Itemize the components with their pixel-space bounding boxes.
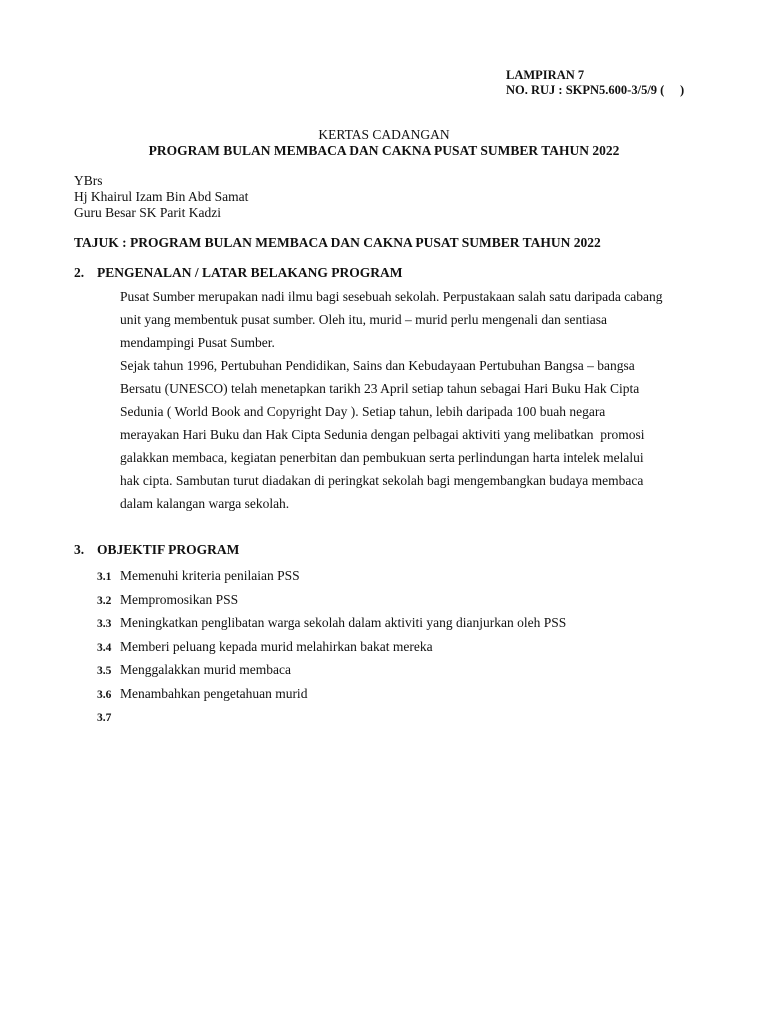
objective-text: Menggalakkan murid membaca (120, 662, 291, 677)
recipient-address (74, 173, 248, 221)
recipient-position: Guru Besar SK Parit Kadzi (74, 205, 221, 220)
paragraph-line: dalam kalangan warga sekolah. (120, 496, 290, 511)
document-type-title: KERTAS CADANGAN (318, 127, 450, 142)
section-2-heading (74, 265, 403, 281)
objective-text: Menambahkan pengetahuan murid (120, 685, 308, 701)
list-item (97, 682, 566, 706)
paragraph-line: mendampingi Pusat Sumber. (120, 335, 275, 350)
program-title: PROGRAM BULAN MEMBACA DAN CAKNA PUSAT SUMBER TAHUN 2022 (148, 143, 620, 158)
subject-line: TAJUK : PROGRAM BULAN MEMBACA DAN CAKNA PUSAT SUMBER TAHUN 2022 (74, 235, 601, 250)
list-item (97, 705, 566, 729)
objective-text: Memberi peluang kepada murid melahirkan bakat mereka (120, 638, 433, 654)
section-3-title: OBJEKTIF PROGRAM (97, 542, 240, 557)
intro-paragraph-2 (120, 354, 700, 515)
objective-text: Memenuhi kriteria penilaian PSS (120, 568, 300, 583)
lampiran-label: LAMPIRAN 7 (506, 68, 585, 82)
objective-number: 3.4 (97, 641, 112, 654)
section-2-number: 2. (74, 265, 85, 280)
recipient-salutation: YBrs (74, 173, 103, 188)
list-item (97, 658, 566, 682)
section-2-title: PENGENALAN / LATAR BELAKANG PROGRAM (97, 265, 403, 280)
objective-text: Meningkatkan penglibatan warga sekolah dalam aktiviti yang dianjurkan oleh PSS (120, 615, 567, 630)
paragraph-line: Sedunia ( World Book and Copyright Day ). Setiap tahun, lebih daripada 100 buah negara (120, 404, 606, 419)
section-3-number: 3. (74, 542, 85, 557)
list-item (97, 588, 566, 612)
objective-number: 3.1 (97, 571, 112, 583)
paragraph-line: unit yang membentuk pusat sumber. Oleh itu, murid – murid perlu mengenali dan sentiasa (120, 312, 608, 327)
objective-number: 3.7 (97, 712, 112, 724)
reference-number: NO. RUJ : SKPN5.600-3/5/9 ( ) (506, 83, 685, 97)
objective-number: 3.2 (97, 594, 112, 607)
objective-number: 3.3 (97, 618, 112, 630)
objective-number: 3.6 (97, 688, 112, 701)
objective-number: 3.5 (97, 665, 112, 677)
list-item (97, 564, 566, 588)
paragraph-line: galakkan membaca, kegiatan penerbitan dan pembukuan serta perlindungan harta intelek melalui (120, 450, 644, 465)
paragraph-line: Sejak tahun 1996, Pertubuhan Pendidikan, Sains dan Kebudayaan Pertubuhan Bangsa – bangsa (120, 358, 635, 373)
objective-text: Mempromosikan PSS (120, 591, 239, 607)
objectives-list (97, 564, 566, 729)
list-item (97, 635, 566, 659)
paragraph-line: hak cipta. Sambutan turut diadakan di peringkat sekolah bagi mengembangkan budaya membaca (120, 473, 644, 488)
paragraph-line: merayakan Hari Buku dan Hak Cipta Sedunia dengan pelbagai aktiviti yang melibatkan promosi (120, 427, 645, 442)
paragraph-line: Bersatu (UNESCO) telah menetapkan tarikh 23 April setiap tahun sebagai Hari Buku Hak Cipta (120, 381, 640, 396)
list-item (97, 611, 566, 635)
section-3-heading (74, 542, 239, 558)
intro-paragraph-1 (120, 285, 700, 354)
recipient-name: Hj Khairul Izam Bin Abd Samat (74, 189, 249, 204)
paragraph-line: Pusat Sumber merupakan nadi ilmu bagi sesebuah sekolah. Perpustakaan salah satu daripada cabang (120, 289, 663, 304)
reference-block (506, 68, 684, 98)
